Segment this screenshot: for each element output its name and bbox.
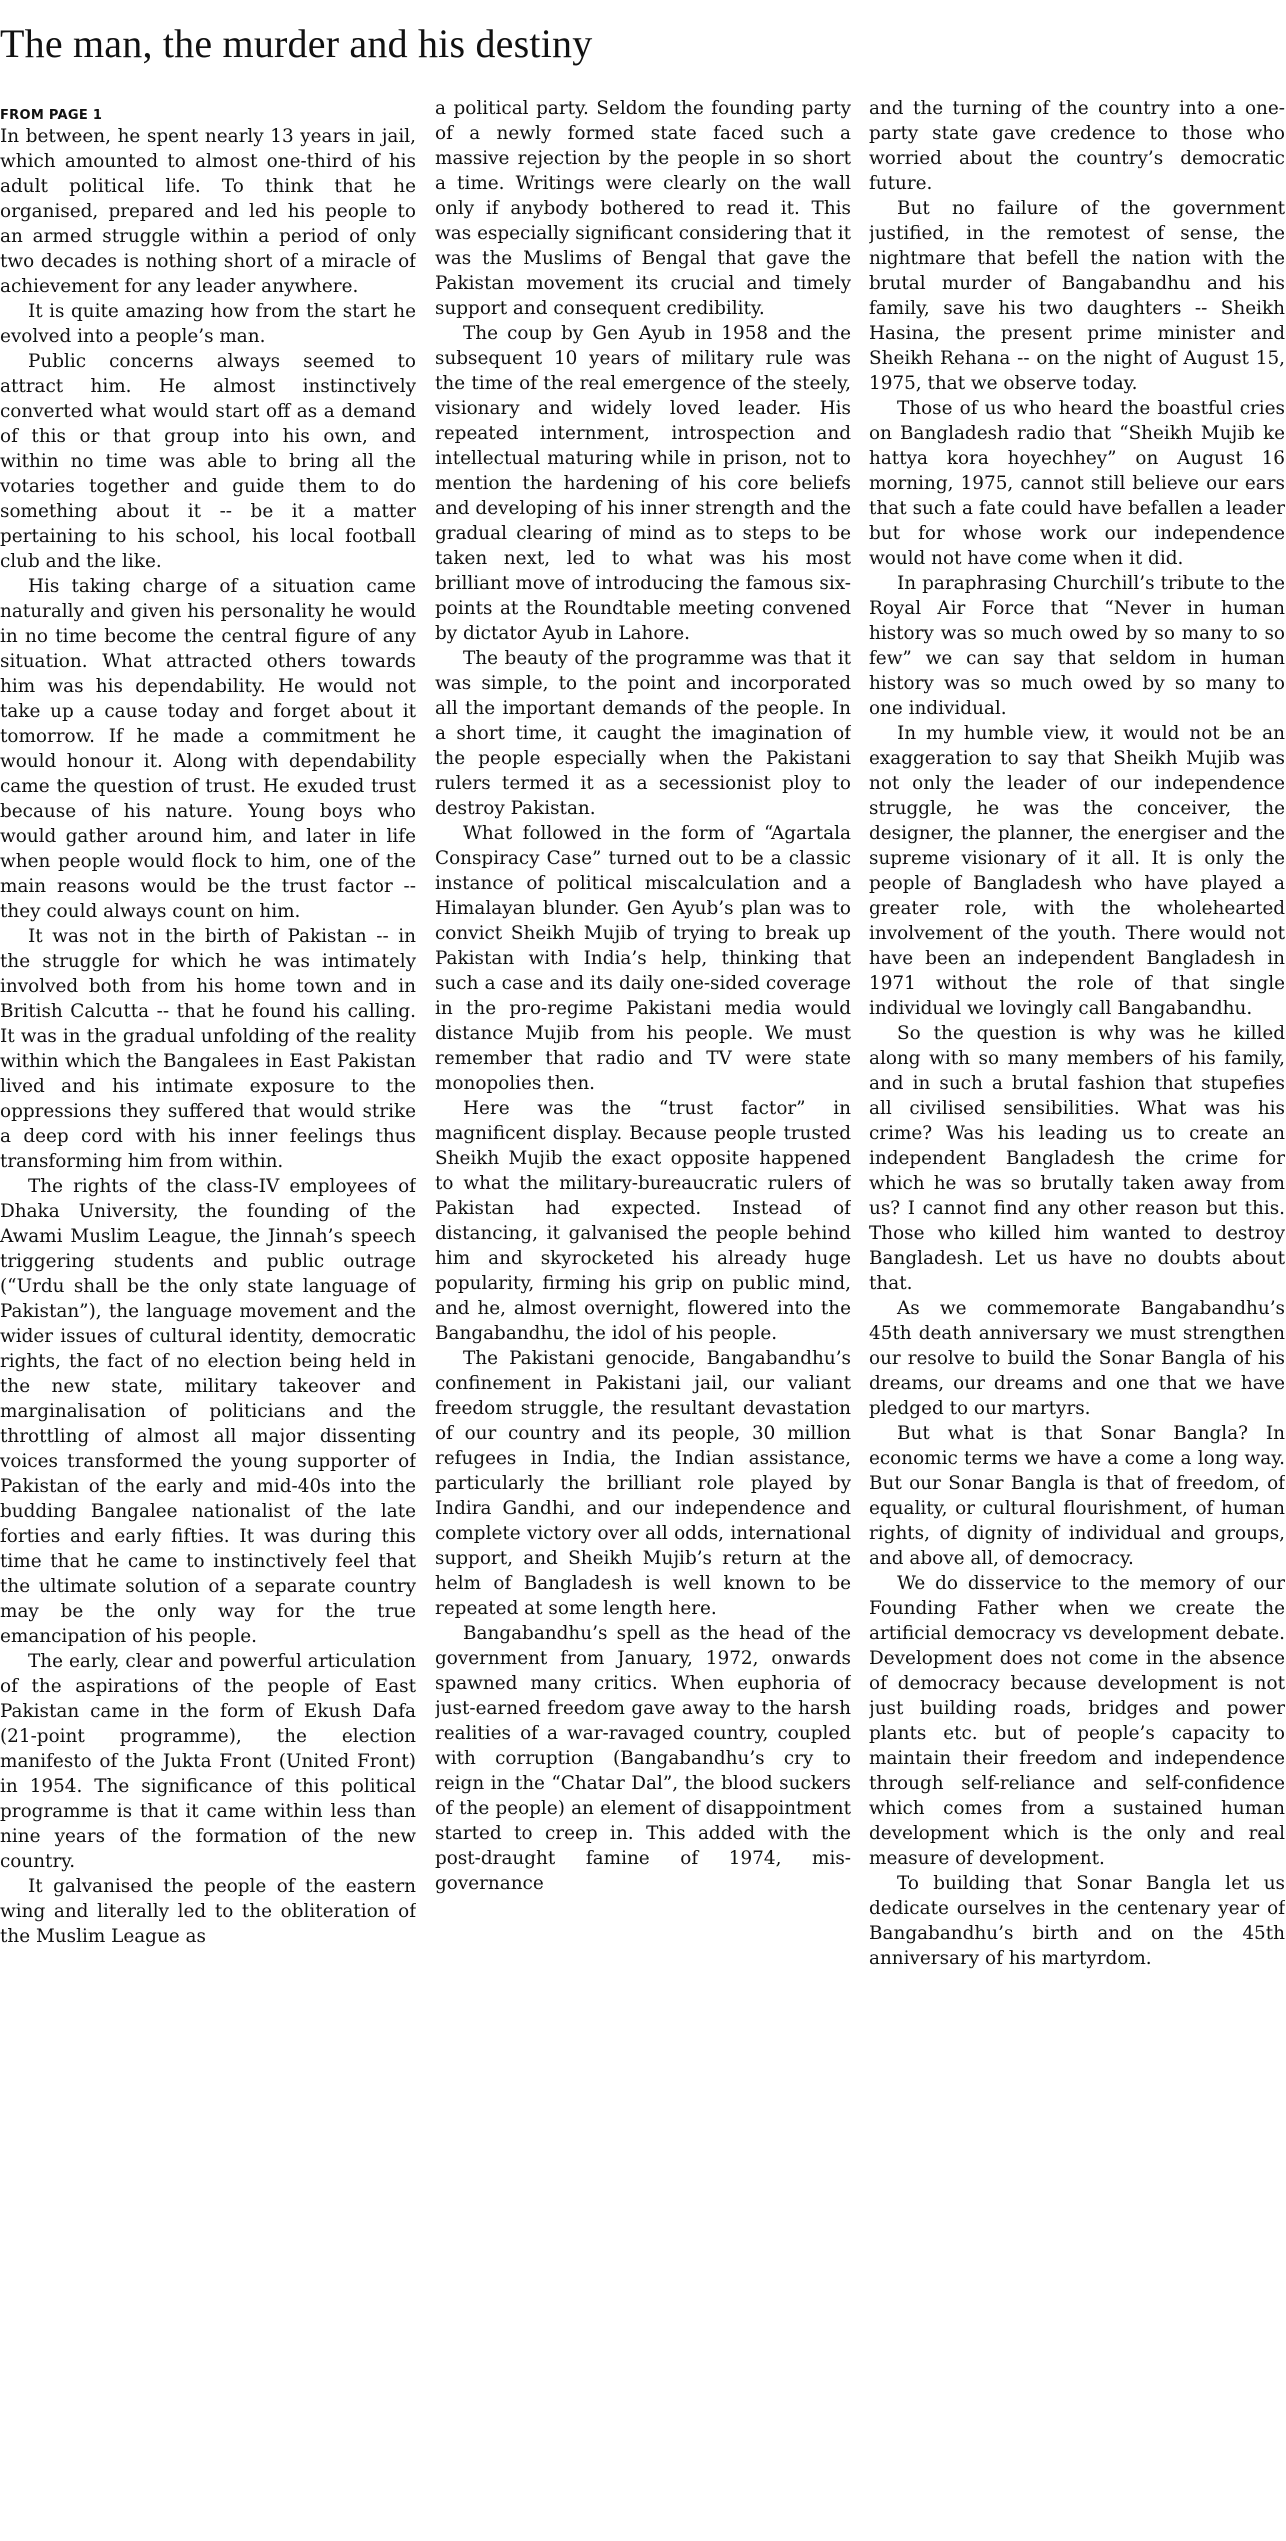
paragraph: It is quite amazing how from the start he evolved into a people’s man. — [0, 301, 416, 347]
article-headline: The man, the murder and his destiny — [0, 21, 593, 66]
continuation-label: FROM PAGE 1 — [0, 108, 103, 123]
paragraph: The beauty of the programme was that it was simple, to the point and incorporated all the important demands of the people. In a short time, it caught the imagination of the people especially when the Pakistani rulers termed it as a secessionist ploy to destroy Pakistan. — [435, 648, 851, 819]
paragraph: But what is that Sonar Bangla? In economic terms we have a come a long way. But our Sonar Bangla is that of freedom, of equality, or cultural flourishment, of human rights, of dignity of individual and groups, and above all, of democracy. — [869, 1423, 1285, 1569]
paragraph: The early, clear and powerful articulation of the aspirations of the people of East Pakistan came in the form of Ekush Dafa (21-point programme), the election manifesto of the Jukta Front (United Front) in 1954. The significance of this political programme is that it came within less than nine years of the formation of the new country. — [0, 1651, 416, 1872]
paragraph: Bangabandhu’s spell as the head of the government from January, 1972, onwards spawned many critics. When euphoria of just-earned freedom gave away to the harsh realities of a war-ravaged country, coupled with corruption (Bangabandhu’s cry to reign in the “Chatar Dal”, the blood suckers of the people) an element of disappointment started to creep in. This added with the post-draught famine of 1974, mis-governance — [435, 1623, 851, 1894]
paragraph: We do disservice to the memory of our Founding Father when we create the artificial democracy vs development debate. Development does not come in the absence of democracy because development is not just building roads, bridges and power plants etc. but of people’s capacity to maintain their freedom and independence through self-reliance and self-confidence which comes from a sustained human development which is the only and real measure of development. — [869, 1573, 1285, 1869]
paragraph: In my humble view, it would not be an exaggeration to say that Sheikh Mujib was not only the leader of our independence struggle, he was the conceiver, the designer, the planner, the energiser and the supreme visionary of it all. It is only the people of Bangladesh who have played a greater role, with the wholehearted involvement of the youth. There would not have been an independent Bangladesh in 1971 without the role of that single individual we lovingly call Bangabandhu. — [869, 723, 1285, 1019]
paragraph: His taking charge of a situation came naturally and given his personality he would in no time become the central figure of any situation. What attracted others towards him was his dependability. He would not take up a cause today and forget about it tomorrow. If he made a commitment he would honour it. Along with dependability came the question of trust. He exuded trust because of his nature. Young boys who would gather around him, and later in life when people would flock to him, one of the main reasons would be the trust factor -- they could always count on him. — [0, 576, 416, 922]
column-1 — [0, 96, 416, 2536]
paragraph: In between, he spent nearly 13 years in jail, which amounted to almost one-third of his adult political life. To think that he organised, prepared and led his people to an armed struggle within a period of only two decades is nothing short of a miracle of achievement for any leader anywhere. — [0, 126, 416, 297]
paragraph: It galvanised the people of the eastern wing and literally led to the obliteration of the Muslim League as — [0, 1876, 416, 1947]
paragraph: What followed in the form of “Agartala Conspiracy Case” turned out to be a classic instance of political miscalculation and a Himalayan blunder. Gen Ayub’s plan was to convict Sheikh Mujib of trying to break up Pakistan with India’s help, thinking that such a case and its daily one-sided coverage in the pro-regime Pakistani media would distance Mujib from his people. We must remember that radio and TV were state monopolies then. — [435, 823, 851, 1094]
paragraph: The coup by Gen Ayub in 1958 and the subsequent 10 years of military rule was the time of the real emergence of the steely, visionary and widely loved leader. His repeated internment, introspection and intellectual maturing while in prison, not to mention the hardening of his core beliefs and developing of his inner strength and the gradual clearing of mind as to steps to be taken next, led to what was his most brilliant move of introducing the famous six-points at the Roundtable meeting convened by dictator Ayub in Lahore. — [435, 323, 851, 644]
paragraph: To building that Sonar Bangla let us dedicate ourselves in the centenary year of Bangabandhu’s birth and on the 45th anniversary of his martyrdom. — [869, 1873, 1285, 1969]
paragraph: and the turning of the country into a one-party state gave credence to those who worried about the country’s democratic future. — [869, 98, 1285, 194]
paragraph: As we commemorate Bangabandhu’s 45th death anniversary we must strengthen our resolve to build the Sonar Bangla of his dreams, our dreams and one that we have pledged to our martyrs. — [869, 1298, 1285, 1419]
paragraph: Public concerns always seemed to attract him. He almost instinctively converted what would start off as a demand of this or that group into his own, and within no time was able to bring all the votaries together and guide them to do something about it -- be it a matter pertaining to his school, his local football club and the like. — [0, 351, 416, 572]
paragraph: a political party. Seldom the founding party of a newly formed state faced such a massive rejection by the people in so short a time. Writings were clearly on the wall only if anybody bothered to read it. This was especially significant considering that it was the Muslims of Bengal that gave the Pakistan movement its crucial and timely support and consequent credibility. — [435, 98, 851, 319]
paragraph: The Pakistani genocide, Bangabandhu’s confinement in Pakistani jail, our valiant freedom struggle, the resultant devastation of our country and its people, 30 million refugees in India, the Indian assistance, particularly the brilliant role played by Indira Gandhi, and our independence and complete victory over all odds, international support, and Sheikh Mujib’s return at the helm of Bangladesh is well known to be repeated at some length here. — [435, 1348, 851, 1619]
paragraph: In paraphrasing Churchill’s tribute to the Royal Air Force that “Never in human history was so much owed by so many to so few” we can say that seldom in human history was so much owed by so many to one individual. — [869, 573, 1285, 719]
paragraph: The rights of the class-IV employees of Dhaka University, the founding of the Awami Muslim League, the Jinnah’s speech triggering students and public outrage (“Urdu shall be the only state language of Pakistan”), the language movement and the wider issues of cultural identity, democratic rights, the fact of no election being held in the new state, military takeover and marginalisation of politicians and the throttling of almost all major dissenting voices transformed the young supporter of Pakistan of the early and mid-40s into the budding Bangalee nationalist of the late forties and early fifties. It was during this time that he came to instinctively feel that the ultimate solution of a separate country may be the only way for the true emancipation of his people. — [0, 1176, 416, 1647]
column-3 — [869, 96, 1285, 2536]
paragraph: It was not in the birth of Pakistan -- in the struggle for which he was intimately involved both from his home town and in British Calcutta -- that he found his calling. It was in the gradual unfolding of the reality within which the Bangalees in East Pakistan lived and his intimate exposure to the oppressions they suffered that would strike a deep cord with his inner feelings thus transforming him from within. — [0, 926, 416, 1172]
column-2 — [435, 96, 851, 2536]
paragraph: Those of us who heard the boastful cries on Bangladesh radio that “Sheikh Mujib ke hattya kora hoyechhey” on August 16 morning, 1975, cannot still believe our ears that such a fate could have befallen a leader but for whose work our independence would not have come when it did. — [869, 398, 1285, 569]
paragraph: But no failure of the government justified, in the remotest of sense, the nightmare that befell the nation with the brutal murder of Bangabandhu and his family, save his two daughters -- Sheikh Hasina, the present prime minister and Sheikh Rehana -- on the night of August 15, 1975, that we observe today. — [869, 198, 1285, 394]
paragraph: Here was the “trust factor” in magnificent display. Because people trusted Sheikh Mujib the exact opposite happened to what the military-bureaucratic rulers of Pakistan had expected. Instead of distancing, it galvanised the people behind him and skyrocketed his already huge popularity, firming his grip on public mind, and he, almost overnight, flowered into the Bangabandhu, the idol of his people. — [435, 1098, 851, 1344]
paragraph: So the question is why was he killed along with so many members of his family, and in such a brutal fashion that stupefies all civilised sensibilities. What was his crime? Was his leading us to create an independent Bangladesh the crime for which he was so brutally taken away from us? I cannot find any other reason but this. Those who killed him wanted to destroy Bangladesh. Let us have no doubts about that. — [869, 1023, 1285, 1294]
article-body — [0, 96, 1286, 2536]
